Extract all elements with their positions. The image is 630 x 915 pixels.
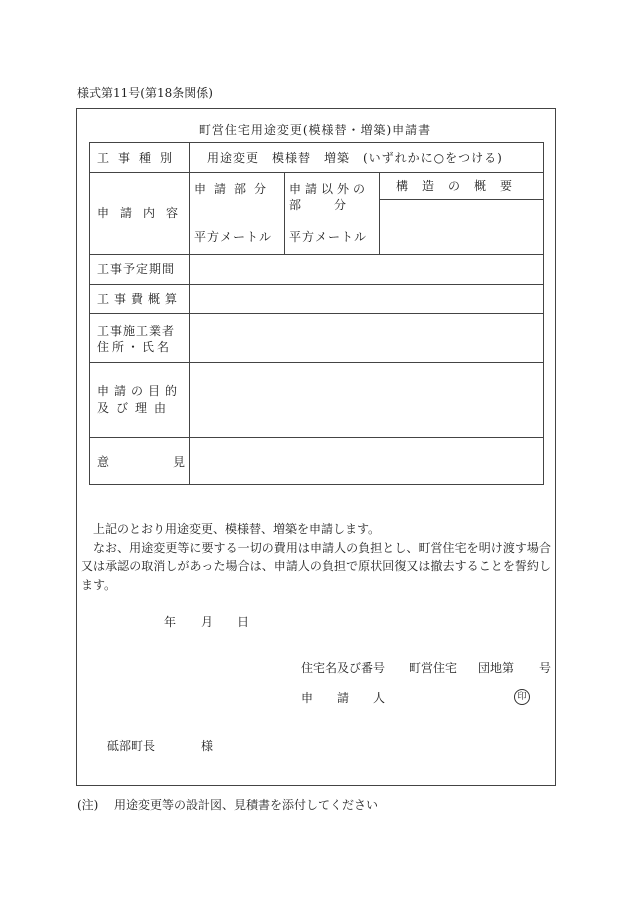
applied-part-unit: 平方メートル (194, 230, 273, 244)
declaration-line2: なお、用途変更等に要する一切の費用は申請人の負担とし、町営住宅を明け渡す場合又は承認の取消しがあった場合は、申請人の負担で原状回復又は撤去することを誓約します。 (81, 540, 551, 592)
opinion-label-left: 意 (97, 455, 110, 469)
opinion-label-right: 見 (173, 455, 186, 469)
schedule-field[interactable] (190, 255, 544, 284)
addressee-honorific: 様 (201, 739, 214, 753)
housing-label: 住宅名及び番号 (301, 661, 386, 675)
contractor-label-line1: 工事施工業者 (97, 324, 176, 338)
work-type-label: 工事種別 (97, 151, 182, 165)
structure-header-divider (380, 199, 544, 200)
contractor-field[interactable] (190, 314, 544, 362)
purpose-label-line1: 申請の目的 (97, 384, 183, 398)
form-number: 様式第11号(第18条関係) (77, 86, 213, 100)
structure-overview-header: 構造の概要 (396, 179, 527, 193)
other-part-unit: 平方メートル (289, 230, 368, 244)
purpose-field[interactable] (190, 363, 544, 437)
seal-mark: 印 (514, 689, 530, 705)
other-part-header-line2: 部 分 (289, 198, 350, 212)
cost-label: 工事費概算 (97, 292, 183, 306)
date-day: 日 (237, 615, 250, 629)
applied-part-divider (284, 172, 285, 254)
application-details-label: 申請内容 (97, 206, 190, 220)
purpose-label-line2: 及び理由 (97, 401, 174, 415)
note-text: 用途変更等の設計図、見積書を添付してください (114, 798, 379, 812)
opinion-field[interactable] (190, 438, 544, 484)
addressee-name: 砥部町長 (107, 739, 156, 753)
application-table (89, 142, 544, 485)
row-divider (90, 172, 543, 173)
housing-number: 号 (539, 661, 552, 675)
contractor-label-line2: 住所・氏名 (97, 340, 173, 354)
other-part-divider (379, 172, 380, 254)
form-title: 町営住宅用途変更(模様替・増築)申請書 (198, 123, 432, 137)
housing-block: 団地第 (478, 661, 515, 675)
date-year: 年 (164, 615, 177, 629)
declaration-line1: 上記のとおり用途変更、模様替、増築を申請します。 (93, 522, 381, 536)
work-type-options: 用途変更 模様替 増築 (いずれかに○をつける) (207, 151, 503, 165)
schedule-label: 工事予定期間 (97, 262, 176, 276)
applied-part-header: 申請部分 (194, 182, 275, 196)
other-part-header-line1: 申請以外の (289, 182, 370, 196)
cost-field[interactable] (190, 285, 544, 313)
applicant-label: 申 請 人 (301, 691, 386, 705)
date-month: 月 (201, 615, 214, 629)
housing-name: 町営住宅 (409, 661, 458, 675)
note-mark: (注) (77, 798, 99, 812)
declaration-text (81, 520, 551, 594)
